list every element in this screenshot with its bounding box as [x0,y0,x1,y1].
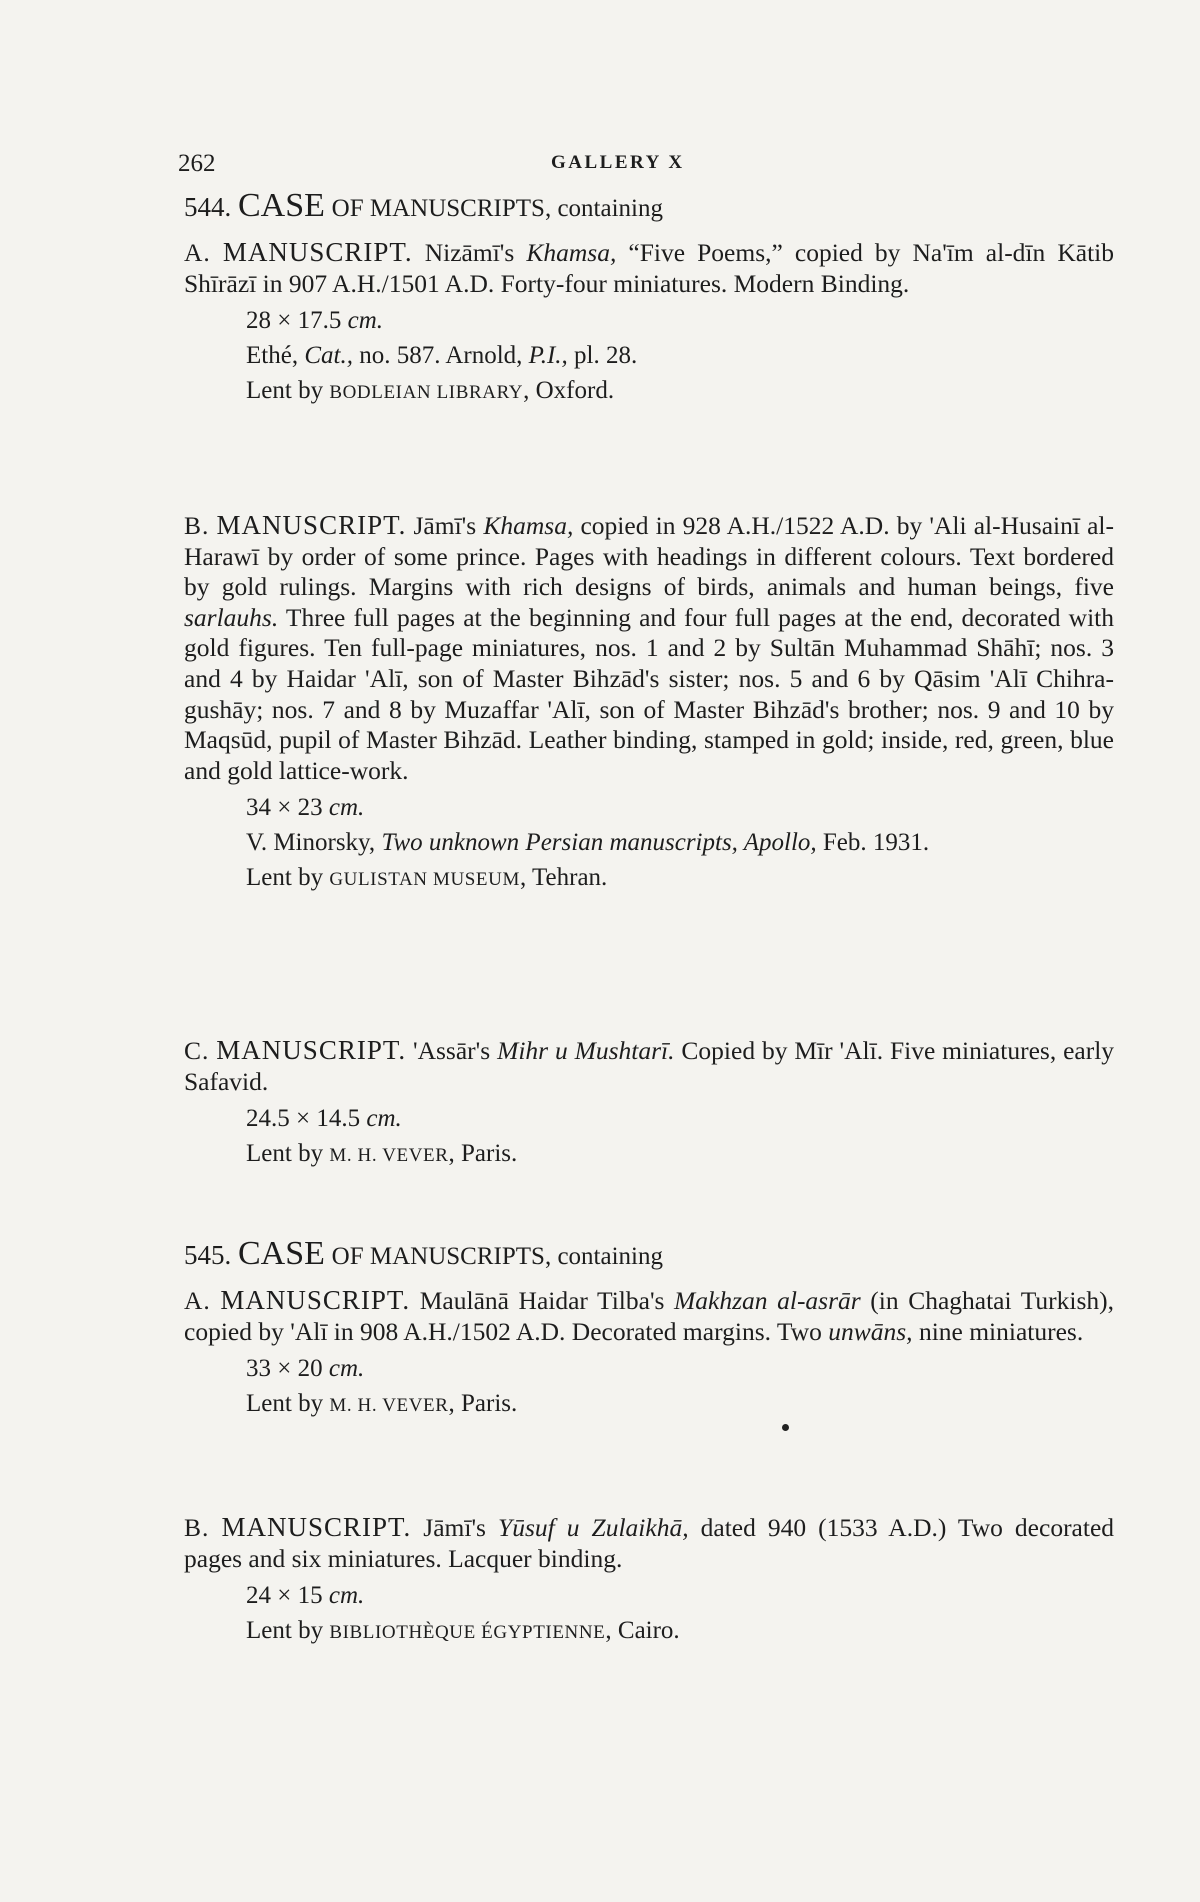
lender-name: GULISTAN MUSEUM [329,869,520,891]
dimensions: 34 × 23 cm. [246,794,365,822]
reference: Ethé, Cat., no. 587. Arnold, P.I., pl. 28. [246,342,638,370]
lender-name: BIBLIOTHÈQUE ÉGYPTIENNE [329,1622,606,1644]
lender-line: Lent by BIBLIOTHÈQUE ÉGYPTIENNE, Cairo. [246,1617,680,1645]
lender-name: M. H. VEVER [329,1145,449,1167]
entry-544-c [184,1035,1114,1172]
entry-544-a [184,237,1114,409]
case-544 [184,188,1114,409]
entry-544-c-text: C. MANUSCRIPT. 'Assār's Mihr u Mushtarī. Copied by Mīr 'Alī. Five miniatures, early Safavid. [184,1035,1115,1096]
entry-544-b-text: B. MANUSCRIPT. Jāmī's Khamsa, copied in 928 A.H./1522 A.D. by 'Ali al-Husainī al-Harawī by order of some prince. Pages with headings in different colours. Text bordered by gold rulings. Margins with rich designs of birds, animals and human beings, five sarlauhs. Three full pages at the beginning and four full pages at the end, decorated with gold figures. Ten full-page miniatures, nos. 1 and 2 by Sultān Muhammad Shāhī; nos. 3 and 4 by Haidar 'Alī, son of Master Bihzād's sister; nos. 5 and 6 by Qāsim 'Alī Chihra-gushāy; nos. 7 and 8 by Muzaffar 'Alī, son of Master Bihzād's brother; nos. 9 and 10 by Maqsūd, pupil of Master Bihzād. Leather binding, stamped in gold; inside, red, green, blue and gold lattice-work. [184,510,1114,785]
dimensions: 28 × 17.5 cm. [246,307,384,335]
entry-545-b [184,1512,1114,1649]
entry-545-a-text: A. MANUSCRIPT. Maulānā Haidar Tilba's Makhzan al-asrār (in Chaghatai Turkish), copied by 'Alī in 908 A.H./1502 A.D. Decorated margins. Two unwāns, nine miniatures. [184,1285,1114,1346]
lender-line: Lent by GULISTAN MUSEUM, Tehran. [246,864,608,892]
ink-dot [782,1424,789,1431]
lender-name: M. H. VEVER [329,1395,449,1417]
dimensions: 24 × 15 cm. [246,1582,365,1610]
entry-544-b [184,510,1114,896]
lender-line: Lent by M. H. VEVER, Paris. [246,1390,518,1418]
case-544-heading: 544. CASE OF MANUSCRIPTS, containing [184,187,663,224]
entry-545-a [184,1285,1114,1422]
entry-544-b-block [184,510,1114,896]
entry-545-b-block [184,1512,1114,1649]
lender-line: Lent by BODLEIAN LIBRARY, Oxford. [246,377,615,405]
entry-544-c-block [184,1035,1114,1172]
page-number: 262 [178,150,216,177]
reference: V. Minorsky, Two unknown Persian manuscripts, Apollo, Feb. 1931. [246,829,930,857]
entry-545-b-text: B. MANUSCRIPT. Jāmī's Yūsuf u Zulaikhā, dated 940 (1533 A.D.) Two decorated pages and six miniatures. Lacquer binding. [184,1512,1115,1573]
lender-name: BODLEIAN LIBRARY [329,382,524,404]
running-head: GALLERY X [551,152,685,173]
entry-544-a-text: A. MANUSCRIPT. Nizāmī's Khamsa, “Five Poems,” copied by Na'īm al-dīn Kātib Shīrāzī in 907 A.H./1501 A.D. Forty-four miniatures. Modern Binding. [184,237,1114,298]
case-545-heading: 545. CASE OF MANUSCRIPTS, containing [184,1235,663,1272]
dimensions: 33 × 20 cm. [246,1355,365,1383]
case-545 [184,1236,1114,1422]
page-header [178,150,1108,184]
dimensions: 24.5 × 14.5 cm. [246,1105,402,1133]
lender-line: Lent by M. H. VEVER, Paris. [246,1140,518,1168]
